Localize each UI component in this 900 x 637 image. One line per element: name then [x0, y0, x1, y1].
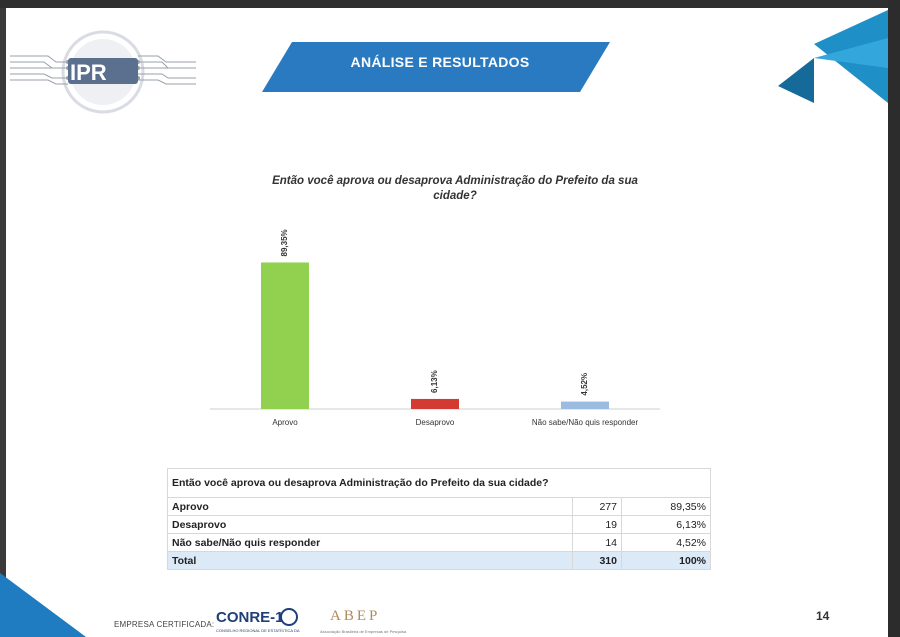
row-count: 310	[573, 552, 622, 570]
row-percent: 89,35%	[622, 498, 711, 516]
bar-1	[261, 262, 309, 409]
conre-seal-icon	[280, 608, 298, 626]
corner-decoration-bottom-left	[0, 573, 90, 637]
abep-logo: ABEP	[330, 608, 381, 624]
row-percent: 4,52%	[622, 534, 711, 552]
row-label: Total	[168, 552, 573, 570]
corner-decoration-top-right	[778, 8, 888, 103]
data-label-3: 4,52%	[580, 372, 590, 396]
table-total-row	[168, 552, 711, 570]
row-percent: 100%	[622, 552, 711, 570]
row-count: 277	[573, 498, 622, 516]
window-top-bar	[0, 0, 900, 8]
data-label-2: 6,13%	[430, 370, 440, 393]
row-count: 14	[573, 534, 622, 552]
row-label: Não sabe/Não quis responder	[168, 534, 573, 552]
row-count: 19	[573, 516, 622, 534]
table-header-row	[168, 469, 711, 498]
row-label: Desaprovo	[168, 516, 573, 534]
page-number: 14	[816, 609, 830, 623]
banner-title: ANÁLISE E RESULTADOS	[350, 54, 530, 70]
conre-subtitle: CONSELHO REGIONAL DE ESTATÍSTICA DA	[216, 628, 300, 633]
bar-3	[561, 402, 609, 409]
table-row	[168, 498, 711, 516]
certified-label: EMPRESA CERTIFICADA:	[114, 620, 215, 629]
window-right-edge	[888, 0, 900, 637]
row-label: Aprovo	[168, 498, 573, 516]
bar-chart	[200, 215, 680, 435]
category-label-3: Não sabe/Não quis responder	[531, 418, 639, 427]
table-row	[168, 534, 711, 552]
data-label-1: 89,35%	[280, 229, 290, 257]
category-label-2: Desaprovo	[415, 418, 455, 427]
row-percent: 6,13%	[622, 516, 711, 534]
logo-text: IPR	[70, 60, 107, 85]
conre-logo: CONRE-1	[216, 609, 284, 626]
bar-2	[411, 399, 459, 409]
chart-title: Então você aprova ou desaprova Administração do Prefeito da sua cidade?	[272, 175, 638, 202]
abep-subtitle: Associação Brasileira de Empresas de Pesquisa	[320, 629, 407, 634]
category-label-1: Aprovo	[272, 418, 298, 427]
table-title: Então você aprova ou desaprova Administração do Prefeito da sua cidade?	[168, 469, 711, 498]
table-row	[168, 516, 711, 534]
results-table	[167, 468, 711, 570]
